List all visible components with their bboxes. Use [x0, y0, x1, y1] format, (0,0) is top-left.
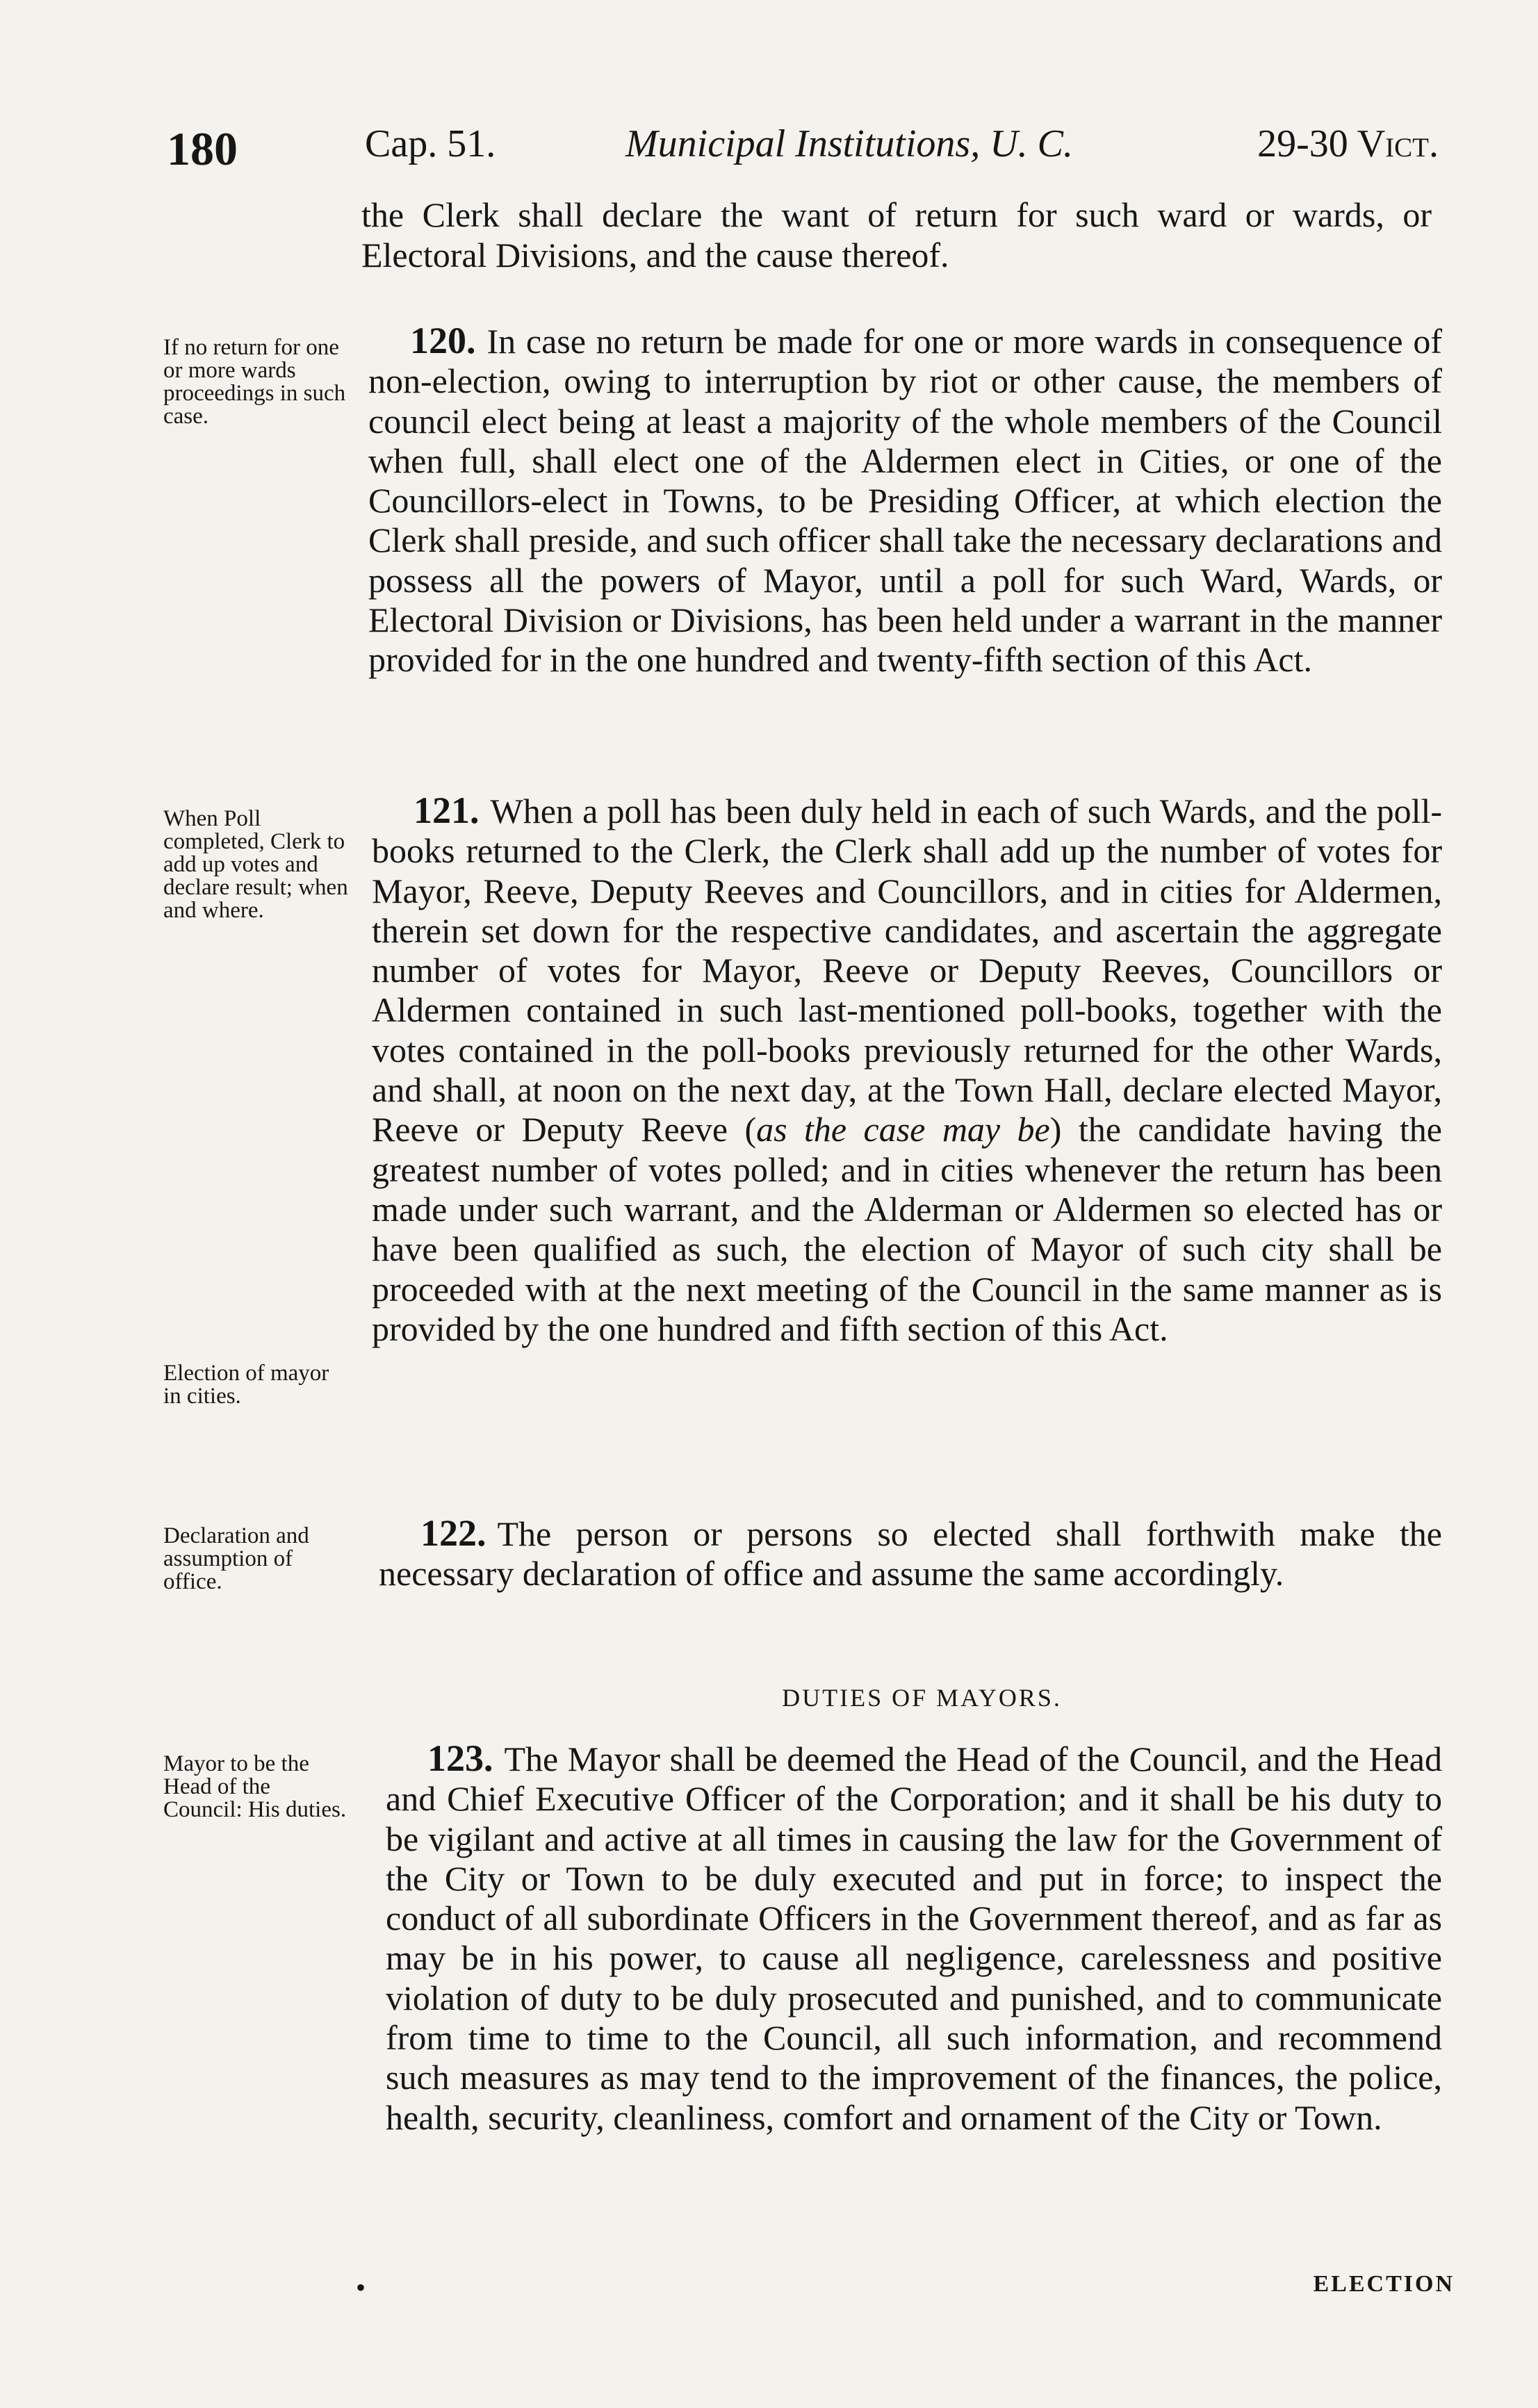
section-number: 122. [420, 1512, 486, 1554]
regnal-year: 29-30 Vict. [1257, 122, 1439, 165]
page-mark: • [356, 2272, 366, 2303]
margin-note: Declaration and assumption of office. [163, 1523, 309, 1594]
section-text-continued: ) the candidate having the greatest number of votes polled; and in cities whenever the return has been made under such warrant, and the Alderman or Aldermen so elected has or have been qualified as such, the election of Mayor of such city shall be proceeded with at the next meeting of the Council in the same manner as is provided by the one hundred and fifth section of this Act. [372, 1110, 1442, 1348]
running-header [167, 122, 1439, 184]
section-body [372, 791, 1442, 1349]
section-body [386, 1739, 1442, 2138]
chapter-label: Cap. 51. [365, 122, 496, 165]
section-body [368, 321, 1442, 680]
section-text-italic: as the case may be [756, 1110, 1050, 1149]
margin-note: When Poll completed, Clerk to add up votes and declare result; when and where. [163, 806, 348, 923]
section-body [379, 1514, 1442, 1594]
section-text: The person or persons so elected shall forthwith make the necessary declaration of office and assume the same accordingly. [379, 1514, 1442, 1594]
margin-note-election: Election of mayor in cities. [163, 1361, 329, 1409]
section-text: When a poll has been duly held in each of such Wards, and the poll-books returned to the Clerk, the Clerk shall add up the number of votes for Mayor, Reeve, Deputy Reeves and Councillors, and in cities for Aldermen, therein set down for the respective candidates, and ascertain the aggregate number of votes for Mayor, Reeve or Deputy Reeves, Councillors or Aldermen contained in such last-mentioned poll-books, together with the votes contained in the poll-books previously returned for the other Wards, and shall, at noon on the next day, at the Town Hall, declare elected Mayor, Reeve or Deputy Reeve ( [372, 792, 1442, 1149]
continuation-text: the Clerk shall declare the want of return for such ward or wards, or Electoral Divisions, and the cause thereof. [361, 195, 1432, 275]
margin-note: If no return for one or more wards proceedings in such case. [163, 335, 346, 429]
running-title: Municipal Institutions, U. C. [625, 122, 1073, 165]
section-number: 123. [427, 1737, 493, 1779]
section-number: 121. [414, 789, 480, 831]
page-number: 180 [167, 122, 238, 175]
section-text: In case no return be made for one or more wards in consequence of non-election, owing to interruption by riot or other cause, the members of council elect being at least a majority of the whole members of the Council when full, shall elect one of the Aldermen elect in Cities, or one of the Councillors-elect in Towns, to be Presiding Officer, at which election the Clerk shall preside, and such officer shall take the necessary declarations and possess all the powers of Mayor, until a poll for such Ward, Wards, or Electoral Division or Divisions, has been held under a warrant in the manner provided for in the one hundred and twenty-fifth section of this Act. [368, 322, 1442, 680]
margin-note: Mayor to be the Head of the Council: His duties. [163, 1751, 347, 1822]
section-text: The Mayor shall be deemed the Head of the Council, and the Head and Chief Executive Officer of the Corporation; and it shall be his duty to be vigilant and active at all times in causing the law for the Government of the City or Town to be duly executed and put in force; to inspect the conduct of all subordinate Officers in the Government thereof, and as far as may be in his power, to cause all negligence, carelessness and positive violation of duty to be duly prosecuted and punished, and to communicate from time to time to the Council, all such information, and recommend such measures as may tend to the improvement of the finances, the police, health, security, cleanliness, comfort and ornament of the City or Town. [386, 1739, 1442, 2137]
catchword: ELECTION [1313, 2271, 1455, 2297]
section-number: 120. [410, 320, 476, 361]
section-heading: DUTIES OF MAYORS. [782, 1684, 1062, 1712]
